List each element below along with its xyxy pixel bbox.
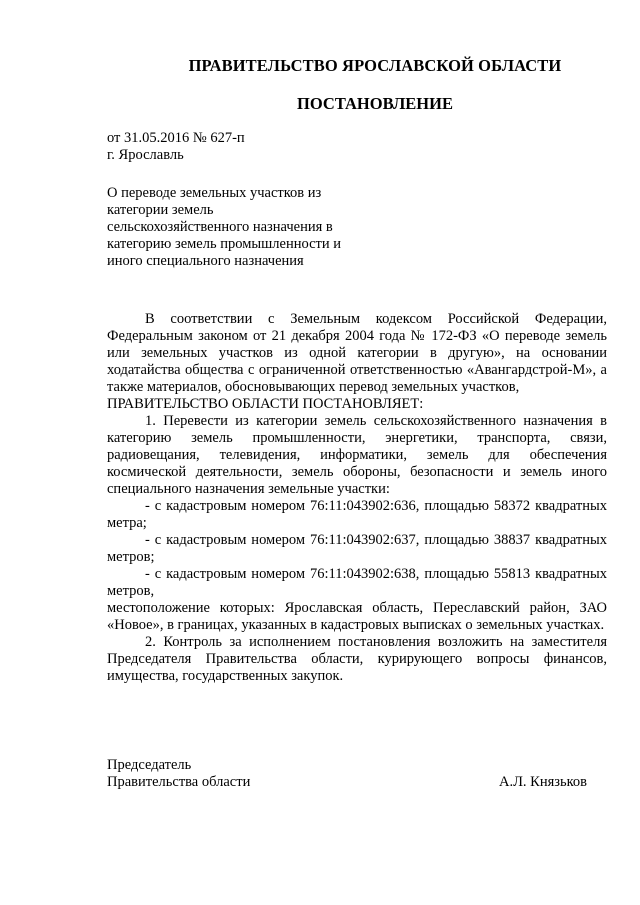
government-title: ПРАВИТЕЛЬСТВО ЯРОСЛАВСКОЙ ОБЛАСТИ <box>188 56 562 75</box>
document-body <box>107 311 607 685</box>
signatory-title-line2: Правительства области <box>107 774 251 790</box>
city: г. Ярославль <box>107 147 184 163</box>
resolution-statement: ПРАВИТЕЛЬСТВО ОБЛАСТИ ПОСТАНОВЛЯЕТ: <box>107 396 424 412</box>
parcel-item: - с кадастровым номером 76:11:043902:638, площадью 55813 квадратных метров, <box>107 566 607 599</box>
item-2: 2. Контроль за исполнением постановления возложить на заместителя Председателя Правительства области, курирующего вопросы финансов, имущества, государственных закупок. <box>107 634 607 684</box>
parcel-item: - с кадастровым номером 76:11:043902:636, площадью 58372 квадратных метра; <box>107 498 607 531</box>
item-1: 1. Перевести из категории земель сельскохозяйственного назначения в категорию земель промышленности, энергетики, транспорта, связи, радиовещания, телевидения, информатики, земель для обеспечения космической деятельности, земель обороны, безопасности и земель иного специального назначения земельные участки: <box>107 413 607 497</box>
parcel-location: местоположение которых: Ярославская область, Переславский район, ЗАО «Новое», в границах, указанных в кадастровых выписках о земельных участках. <box>107 600 607 633</box>
signatory-name: А.Л. Князьков <box>498 774 587 790</box>
signature-block <box>107 757 607 791</box>
preamble: В соответствии с Земельным кодексом Российской Федерации, Федеральным законом от 21 декабря 2004 года № 172-ФЗ «О переводе земель или земельных участков из одной категории в другую», на основании ходатайства общества с ограниченной ответственностью «Авангардстрой-М», а также материалов, обосновывающих перевод земельных участков, <box>107 311 607 395</box>
date-number: от 31.05.2016 № 627-п <box>107 130 245 146</box>
document-subject: О переводе земельных участков из категории земель сельскохозяйственного назначения в категорию земель промышленности и иного специального назначения <box>107 185 341 269</box>
document-meta <box>107 130 607 164</box>
document-type: ПОСТАНОВЛЕНИЕ <box>297 94 453 113</box>
parcel-item: - с кадастровым номером 76:11:043902:637, площадью 38837 квадратных метров; <box>107 532 607 565</box>
signatory-title-line1: Председатель <box>107 757 192 773</box>
